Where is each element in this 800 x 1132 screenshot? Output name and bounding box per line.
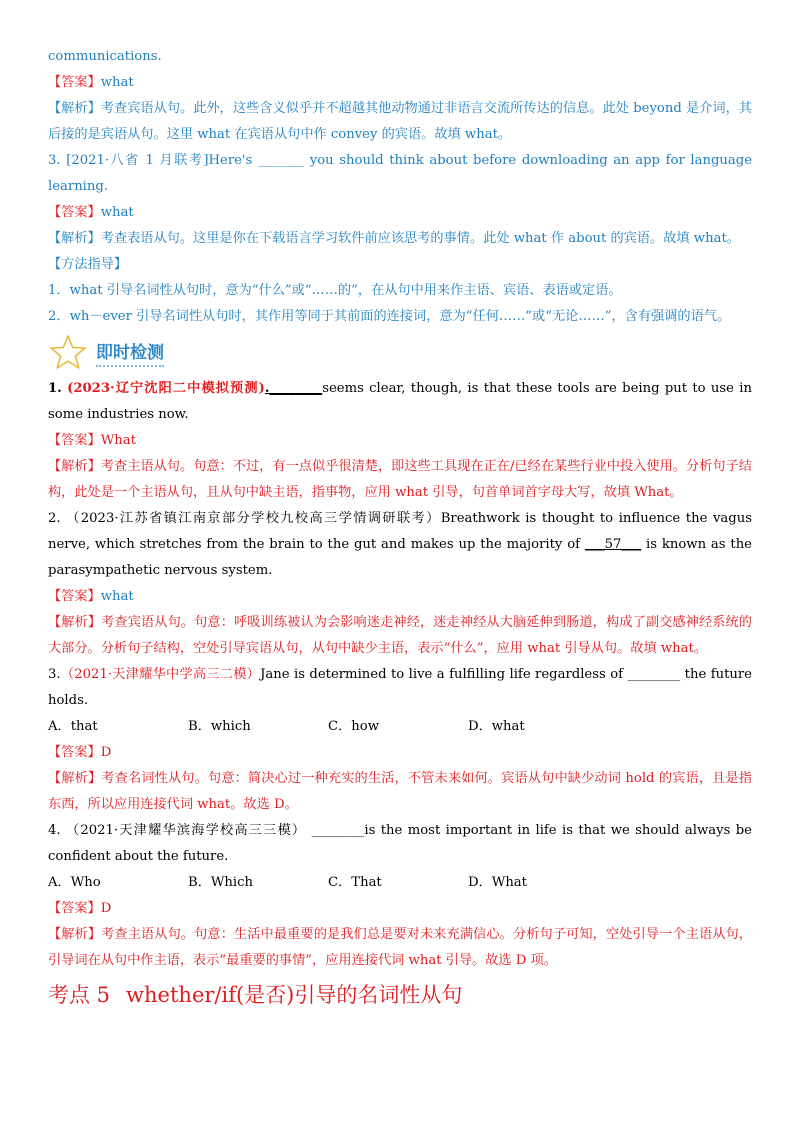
method-title: 【方法指导】 xyxy=(48,257,128,272)
answer-line: 【答案】what xyxy=(48,589,134,604)
option-d: D．what xyxy=(468,719,525,734)
star-outline-icon xyxy=(48,334,88,370)
explanation: 【解析】考查宾语从句。句意：呼吸训练被认为会影响迷走神经，迷走神经从大脑延伸到肠道，构成了副交感神经系统的大部分。分析句子结构，空处引导宾语从句，从句中缺少主语，表示“什么”，应用 what 引导从句。故填 what。 xyxy=(48,615,752,656)
explanation: 【解析】考查宾语从句。此外，这些含义似乎并不超越其他动物通过非语言交流所传达的信息。此处 beyond 是介词，其后接的是宾语从句。这里 what 在宾语从句中作 convey 的宾语。故填 what。 xyxy=(48,101,752,142)
question-3: 3.（2021·天津耀华中学高三二模）Jane is determined to live a fulfilling life regardless of ________ the future holds. xyxy=(48,667,752,708)
method-item-2: 2．wh－ever 引导名词性从句时，其作用等同于其前面的连接词，意为“任何……”或“无论……”，含有强调的语气。 xyxy=(48,309,731,324)
option-d: D．What xyxy=(468,875,527,890)
option-b: B．which xyxy=(188,719,251,734)
options-row xyxy=(48,714,752,740)
option-a: A．Who xyxy=(48,875,101,890)
answer-line: 【答案】D xyxy=(48,901,112,916)
explanation: 【解析】考查名词性从句。句意：简决心过一种充实的生活，不管未来如何。宾语从句中缺少动词 hold 的宾语，且是指东西，所以应用连接代词 what。故选 D。 xyxy=(48,771,752,812)
section-heading xyxy=(48,332,752,372)
answer-line: 【答案】what xyxy=(48,75,134,90)
answer-line: 【答案】what xyxy=(48,205,134,220)
question-1: 1. (2023·辽宁沈阳二中模拟预测).________seems clear, though, is that these tools are being put to use in some industries now. xyxy=(48,381,752,422)
question-3-prev: 3. [2021·八省 1 月联考]Here's _______ you should think about before downloading an app for language learning. xyxy=(48,153,753,194)
option-a: A．that xyxy=(48,719,98,734)
option-c: C．how xyxy=(328,719,379,734)
explanation: 【解析】考查主语从句。句意：生活中最重要的是我们总是要对未来充满信心。分析句子可知，空处引导一个主语从句，引导词在从句中作主语，表示“最重要的事情”，应用连接代词 what 引导。故选 D 项。 xyxy=(48,927,752,968)
section-title: 即时检测 xyxy=(96,338,164,367)
method-item-1: 1．what 引导名词性从句时，意为“什么”或“……的”，在从句中用来作主语、宾语、表语或定语。 xyxy=(48,283,622,298)
option-b: B．Which xyxy=(188,875,254,890)
topic-heading: 考点 5 whether/if(是否)引导的名词性从句 xyxy=(48,983,463,1007)
explanation: 【解析】考查表语从句。这里是你在下载语言学习软件前应该思考的事情。此处 what 作 about 的宾语。故填 what。 xyxy=(48,231,740,246)
answer-line: 【答案】What xyxy=(48,433,136,448)
prev-text-tail: communications. xyxy=(48,49,162,64)
answer-line: 【答案】D xyxy=(48,745,112,760)
question-4: 4. （2021·天津耀华滨海学校高三三模） ________is the most important in life is that we should always be confident about the future. xyxy=(48,823,752,864)
question-2: 2. （2023·江苏省镇江南京部分学校九校高三学情调研联考）Breathwork is thought to influence the vagus nerve, which stretches from the brain to the gut and makes up the majority of ___57___ is known as the parasympathetic nervous system. xyxy=(48,511,752,578)
option-c: C．That xyxy=(328,875,382,890)
explanation: 【解析】考查主语从句。句意：不过，有一点似乎很清楚，即这些工具现在正在/已经在某些行业中投入使用。分析句子结构，此处是一个主语从句，且从句中缺主语，指事物，应用 what 引导，句首单词首字母大写，故填 What。 xyxy=(48,459,752,500)
document-page xyxy=(48,44,752,1010)
options-row xyxy=(48,870,752,896)
